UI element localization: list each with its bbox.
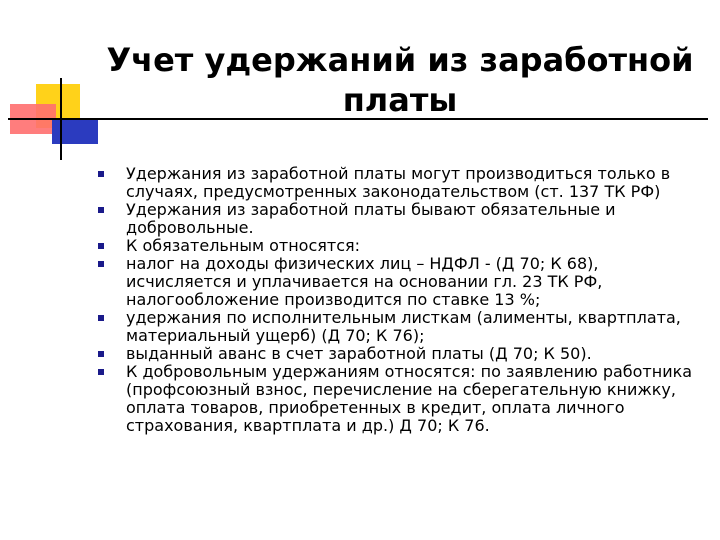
bullet-square-icon <box>98 261 104 267</box>
bullet-square-icon <box>98 243 104 249</box>
list-item-text: Удержания из заработной платы могут производиться только в случаях, предусмотренных законодательством (ст. 137 ТК РФ) <box>126 164 671 201</box>
bullet-square-icon <box>98 171 104 177</box>
list-item <box>96 201 696 237</box>
bullet-square-icon <box>98 351 104 357</box>
bullet-square-icon <box>98 315 104 321</box>
bullet-list <box>96 165 696 435</box>
list-item-text: К обязательным относятся: <box>126 236 361 255</box>
bullet-square-icon <box>98 369 104 375</box>
list-item <box>96 345 696 363</box>
list-item-text: налог на доходы физических лиц – НДФЛ - (Д 70; К 68), исчисляется и уплачивается на основании гл. 23 ТК РФ, налогообложение производится по ставке 13 %; <box>126 254 603 309</box>
list-item <box>96 165 696 201</box>
slide-title-line2: платы <box>342 81 458 119</box>
list-item-text: К добровольным удержаниям относятся: по заявлению работника (профсоюзный взнос, перечисление на сберегательную книжку, оплата товаров, приобретенных в кредит, оплата личного страхования, квартплата и др.) Д 70; К 76. <box>126 362 693 435</box>
list-item <box>96 309 696 345</box>
slide-title <box>100 40 700 120</box>
list-item-text: выданный аванс в счет заработной платы (Д 70; К 50). <box>126 344 592 363</box>
list-item-text: Удержания из заработной платы бывают обязательные и добровольные. <box>126 200 616 237</box>
list-item <box>96 237 696 255</box>
slide-title-line1: Учет удержаний из заработной <box>106 41 694 79</box>
decor-blue-square <box>52 120 98 144</box>
list-item <box>96 255 696 309</box>
list-item <box>96 363 696 435</box>
bullet-square-icon <box>98 207 104 213</box>
list-item-text: удержания по исполнительным листкам (алименты, квартплата, материальный ущерб) (Д 70; К 76); <box>126 308 681 345</box>
